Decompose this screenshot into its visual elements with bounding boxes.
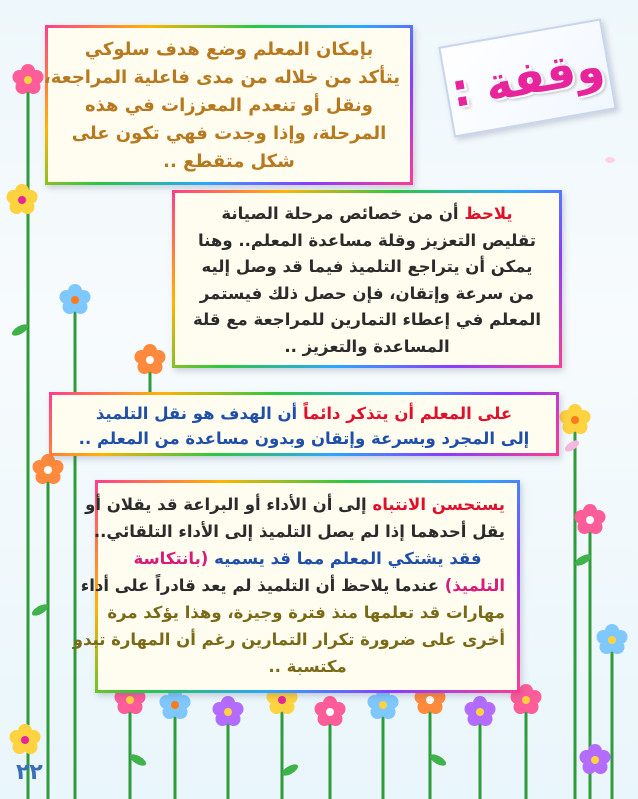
highlight-term: التلميذ) (444, 576, 505, 595)
text-line: من سرعة وإتقان، فإن حصل ذلك فيستمر (199, 283, 535, 303)
text-fragment: أن من خصائص مرحلة الصيانة (221, 204, 465, 223)
text-line: المساعدة والتعزيز .. (284, 336, 450, 356)
text-line: إلى المجرد وبسرعة وإتقان وبدون مساعدة من المعلم .. (78, 429, 530, 448)
text-line: ونقل أو تنعدم المعززات في هذه (85, 95, 373, 116)
text-line: يقل أحدهما إذا لم يصل التلميذ إلى الأداء التلقائي.. (93, 522, 505, 541)
maintenance-stage-box (172, 190, 562, 368)
text-line: مهارات قد تعلمها منذ فترة وجيزة، وهذا يؤكد مرة (107, 603, 505, 622)
attention-note-box (72, 480, 520, 693)
page-number: ٢٢ (16, 760, 43, 785)
text-fragment: أن الهدف هو نقل التلميذ (95, 404, 303, 423)
heading-label: وقفة : (446, 38, 609, 118)
text-line: المرحلة، وإذا وجدت فهي تكون على (71, 123, 387, 144)
text-line (187, 201, 547, 228)
behavioral-goal-box (45, 25, 413, 185)
text-line: مكتسبة .. (268, 657, 347, 676)
text-fragment: فقد يشتكي المعلم مما قد يسميه (208, 549, 482, 568)
text-line (80, 572, 505, 599)
text-fragment: عندما يلاحظ أن التلميذ لم يعد قادراً على أداء (80, 576, 445, 595)
highlight-lead: يلاحظ (464, 204, 513, 223)
text-fragment: إلى أن الأداء أو البراعة قد يقلان أو (85, 495, 373, 514)
text-line: المعلم في إعطاء التمارين للمراجعة مع قلة (192, 310, 542, 329)
text-line (64, 401, 544, 426)
text-line: يتأكد من خلاله من مدى فاعلية المراجعة، (43, 67, 400, 88)
highlight-term: (بانتكاسة (133, 549, 209, 568)
text-line: شكل متقطع .. (163, 151, 295, 172)
text-line (85, 491, 505, 518)
text-line: بإمكان المعلم وضع هدف سلوكي (84, 39, 374, 60)
text-line: تقليص التعزيز وقلة مساعدة المعلم.. وهنا (197, 230, 536, 250)
teacher-reminder-box (49, 392, 559, 456)
text-line: يمكن أن يتراجع التلميذ فيما قد وصل إليه (201, 257, 533, 276)
highlight-lead: يستحسن الانتباه (372, 495, 505, 514)
highlight-lead: على المعلم أن يتذكر دائماً (302, 404, 513, 423)
text-line (110, 545, 505, 572)
text-line: أخرى على ضرورة تكرار التمارين رغم أن المهارة تبدو (72, 630, 505, 649)
